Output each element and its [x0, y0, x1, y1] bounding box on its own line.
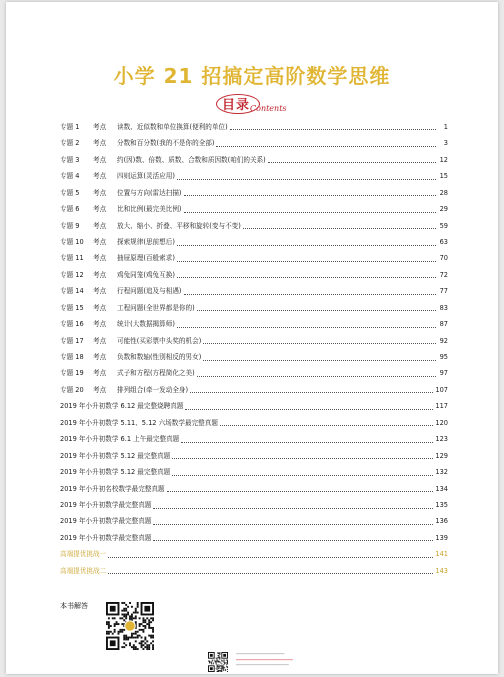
toc-entry-title: 2019 年小升初数学 6.12 最完整烧聘真题: [60, 402, 184, 411]
toc-entry-page: 97: [439, 369, 448, 378]
toc-entry-leader: [108, 556, 433, 558]
answers-qr-code: [106, 602, 154, 650]
toc-entry-title: 2019 年小升初数学 5.12 最完整真题: [60, 468, 171, 477]
toc-entry-leader: [153, 507, 433, 509]
footer-qr-code: [208, 652, 228, 672]
toc-entry[interactable]: [60, 415, 448, 431]
toc-entry[interactable]: [60, 201, 448, 217]
toc-entry-page: 107: [435, 385, 448, 394]
toc-entry-section: 专题 4: [60, 172, 80, 181]
toc-entry-kaodian: 考点: [93, 254, 107, 263]
toc-entry-page: 15: [439, 172, 448, 181]
contents-badge-cn: 目录: [222, 98, 251, 113]
toc-entry-title: 式子和方程(方程简化之美): [117, 369, 195, 378]
toc-entry[interactable]: [60, 251, 448, 267]
toc-entry-page: 72: [439, 270, 448, 279]
toc-entry-leader: [220, 424, 433, 426]
toc-entry[interactable]: [60, 497, 448, 513]
toc-entry-kaodian: 考点: [93, 369, 107, 378]
toc-entry-page: 77: [439, 287, 448, 296]
toc-entry-leader: [177, 260, 436, 262]
toc-entry-title: 工程问题(全世界都是你的): [117, 303, 195, 312]
toc-entry-kaodian: 考点: [93, 221, 107, 230]
toc-entry-section: 专题 3: [60, 155, 80, 164]
toc-entry-section: 专题 14: [60, 287, 84, 296]
document-page: [6, 2, 498, 674]
toc-entry-title: 2019 年小升初名校数学最完整真题: [60, 484, 165, 493]
toc-entry-section: 专题 18: [60, 353, 84, 362]
toc-entry[interactable]: [60, 283, 448, 299]
toc-entry[interactable]: [60, 152, 448, 168]
toc-entry-page: 3: [443, 139, 448, 148]
toc-entry[interactable]: [60, 135, 448, 151]
toc-entry-kaodian: 考点: [93, 385, 107, 394]
toc-entry[interactable]: [60, 119, 448, 135]
footer-line-3: ━━━━━━━━━━━━━━━━━━━━━━━━━: [236, 663, 289, 667]
toc-entry-title: 排列组合(牵一发动全身): [117, 385, 189, 394]
toc-entry-leader: [190, 391, 433, 393]
footer-line-1: ━━━━━━━━━━━━━━━━━━━━━━━: [236, 652, 285, 656]
toc-entry-kaodian: 考点: [93, 353, 107, 362]
toc-entry-title: 2019 年小升初数学 6.1 上午最完整真题: [60, 435, 180, 444]
toc-entry[interactable]: [60, 481, 448, 497]
toc-entry-kaodian: 考点: [93, 155, 107, 164]
toc-entry[interactable]: [60, 333, 448, 349]
toc-entry-page: 29: [439, 205, 448, 214]
toc-entry-title: 读数、近似数和单位换算(便利的单位): [117, 122, 228, 131]
toc-entry-page: 92: [439, 336, 448, 345]
toc-entry-section: 专题 17: [60, 336, 84, 345]
toc-entry-kaodian: 考点: [93, 303, 107, 312]
toc-entry-section: 专题 20: [60, 385, 84, 394]
toc-entry-title: 约(因)数、倍数、质数、合数和质因数(咱们的关系): [117, 155, 266, 164]
toc-entry-title: 探索规律(思前想后): [117, 237, 175, 246]
toc-entry-section: 专题 2: [60, 139, 80, 148]
toc-entry-kaodian: 考点: [93, 237, 107, 246]
toc-entry[interactable]: [60, 218, 448, 234]
footer-fine-print: [236, 652, 346, 669]
answers-label: 本书解答: [60, 602, 88, 610]
toc-entry[interactable]: [60, 267, 448, 283]
toc-entry-page: 117: [435, 402, 448, 411]
toc-entry[interactable]: [60, 349, 448, 365]
toc-entry-page: 129: [435, 451, 448, 460]
toc-entry-kaodian: 考点: [93, 172, 107, 181]
toc-entry-page: 132: [435, 468, 448, 477]
toc-entry-title: 比和比例(最完美比例): [117, 205, 182, 214]
table-of-contents: [60, 119, 448, 579]
toc-entry-leader: [177, 326, 436, 328]
toc-entry[interactable]: [60, 448, 448, 464]
toc-entry[interactable]: [60, 431, 448, 447]
toc-entry[interactable]: [60, 300, 448, 316]
toc-entry[interactable]: [60, 464, 448, 480]
toc-entry-section: 专题 19: [60, 369, 84, 378]
toc-entry-page: 143: [435, 566, 448, 575]
toc-entry[interactable]: [60, 398, 448, 414]
toc-entry-leader: [216, 145, 436, 147]
toc-entry-title: 鸡兔同笼(鸡兔互换): [117, 270, 175, 279]
toc-entry-leader: [177, 244, 436, 246]
document-title: 小学 21 招搞定高阶数学思维: [113, 64, 391, 88]
toc-entry-leader: [108, 572, 433, 574]
toc-entry-section: 专题 1: [60, 122, 80, 131]
toc-entry-page: 70: [439, 254, 448, 263]
toc-entry[interactable]: [60, 234, 448, 250]
toc-entry-section: 专题 12: [60, 270, 84, 279]
toc-entry-title: 统计(大数据揭算师): [117, 320, 175, 329]
toc-entry-page: 83: [439, 303, 448, 312]
toc-entry-leader: [184, 211, 437, 213]
toc-entry-section: 专题 10: [60, 237, 84, 246]
toc-entry-leader: [197, 375, 436, 377]
toc-entry-title: 行程问题(追及与相遇): [117, 287, 182, 296]
toc-entry-title: 可能性(买彩票中头奖的机会): [117, 336, 202, 345]
toc-entry-leader: [172, 457, 433, 459]
toc-entry[interactable]: [60, 514, 448, 530]
toc-entry-section: 专题 9: [60, 221, 80, 230]
toc-entry-page: 63: [439, 237, 448, 246]
toc-entry-kaodian: 考点: [93, 188, 107, 197]
toc-entry-title: 抽屉原理(百般索求): [117, 254, 175, 263]
toc-entry-leader: [153, 539, 433, 541]
toc-entry-page: 141: [435, 550, 448, 559]
toc-entry[interactable]: [60, 382, 448, 398]
toc-entry-page: 95: [439, 353, 448, 362]
toc-entry-leader: [172, 474, 433, 476]
toc-entry-title: 放大、缩小、折叠、平移和旋转(变与不变): [117, 221, 241, 230]
footer-line-2: ━━━━━━━━━━━━━━━━━━━━━━━━━━━: [236, 657, 293, 662]
toc-entry-title: 分数和百分数(我的不是你的全部): [117, 139, 215, 148]
toc-entry-page: 28: [439, 188, 448, 197]
toc-entry-title: 位置与方向(雷达扫描): [117, 188, 182, 197]
toc-entry-title: 高端提优挑战一: [60, 550, 107, 559]
toc-entry-page: 123: [435, 435, 448, 444]
toc-entry-title: 2019 年小升初数学最完整真题: [60, 500, 152, 509]
toc-entry-page: 87: [439, 320, 448, 329]
toc-entry-title: 2019 年小升初数学最完整真题: [60, 533, 152, 542]
toc-entry-leader: [184, 194, 437, 196]
toc-entry[interactable]: [60, 185, 448, 201]
toc-entry-leader: [184, 293, 437, 295]
toc-entry-kaodian: 考点: [93, 320, 107, 329]
toc-entry-kaodian: 考点: [93, 287, 107, 296]
toc-entry-leader: [167, 490, 434, 492]
toc-entry-section: 专题 16: [60, 320, 84, 329]
toc-entry[interactable]: [60, 546, 448, 562]
toc-entry-leader: [203, 359, 436, 361]
toc-entry-page: 136: [435, 517, 448, 526]
toc-entry-kaodian: 考点: [93, 336, 107, 345]
toc-entry-leader: [197, 309, 436, 311]
toc-entry-leader: [153, 523, 433, 525]
toc-entry-leader: [185, 408, 433, 410]
toc-entry-leader: [243, 227, 436, 229]
toc-entry[interactable]: [60, 366, 448, 382]
toc-entry[interactable]: [60, 563, 448, 579]
toc-entry-leader: [177, 178, 436, 180]
toc-entry-kaodian: 考点: [93, 205, 107, 214]
contents-badge: [216, 94, 288, 116]
toc-entry-kaodian: 考点: [93, 139, 107, 148]
toc-entry-section: 专题 15: [60, 303, 84, 312]
toc-entry-leader: [230, 128, 436, 130]
toc-entry-title: 2019 年小升初数学 5.11、5.12 六场数学最完整真题: [60, 418, 218, 427]
contents-badge-en: Contents: [250, 104, 287, 113]
toc-entry-leader: [181, 441, 433, 443]
toc-entry-page: 139: [435, 533, 448, 542]
toc-entry-title: 高端提优挑战二: [60, 566, 107, 575]
toc-entry-page: 59: [439, 221, 448, 230]
toc-entry-page: 1: [443, 122, 448, 131]
toc-entry-kaodian: 考点: [93, 270, 107, 279]
toc-entry-page: 12: [439, 155, 448, 164]
toc-entry-page: 120: [435, 418, 448, 427]
toc-entry-leader: [268, 161, 436, 163]
toc-entry-section: 专题 11: [60, 254, 84, 263]
toc-entry-leader: [177, 276, 436, 278]
toc-entry-page: 135: [435, 500, 448, 509]
toc-entry-title: 负数和数轴(性别相反的男女): [117, 353, 202, 362]
toc-entry-title: 四则运算(灵活应用): [117, 172, 175, 181]
toc-entry[interactable]: [60, 168, 448, 184]
toc-entry-section: 专题 6: [60, 205, 80, 214]
toc-entry-title: 2019 年小升初数学 5.12 最完整真题: [60, 451, 171, 460]
toc-entry-leader: [203, 342, 436, 344]
toc-entry[interactable]: [60, 530, 448, 546]
toc-entry-section: 专题 5: [60, 188, 80, 197]
toc-entry-kaodian: 考点: [93, 122, 107, 131]
toc-entry-page: 134: [435, 484, 448, 493]
toc-entry-title: 2019 年小升初数学最完整真题: [60, 517, 152, 526]
toc-entry[interactable]: [60, 316, 448, 332]
